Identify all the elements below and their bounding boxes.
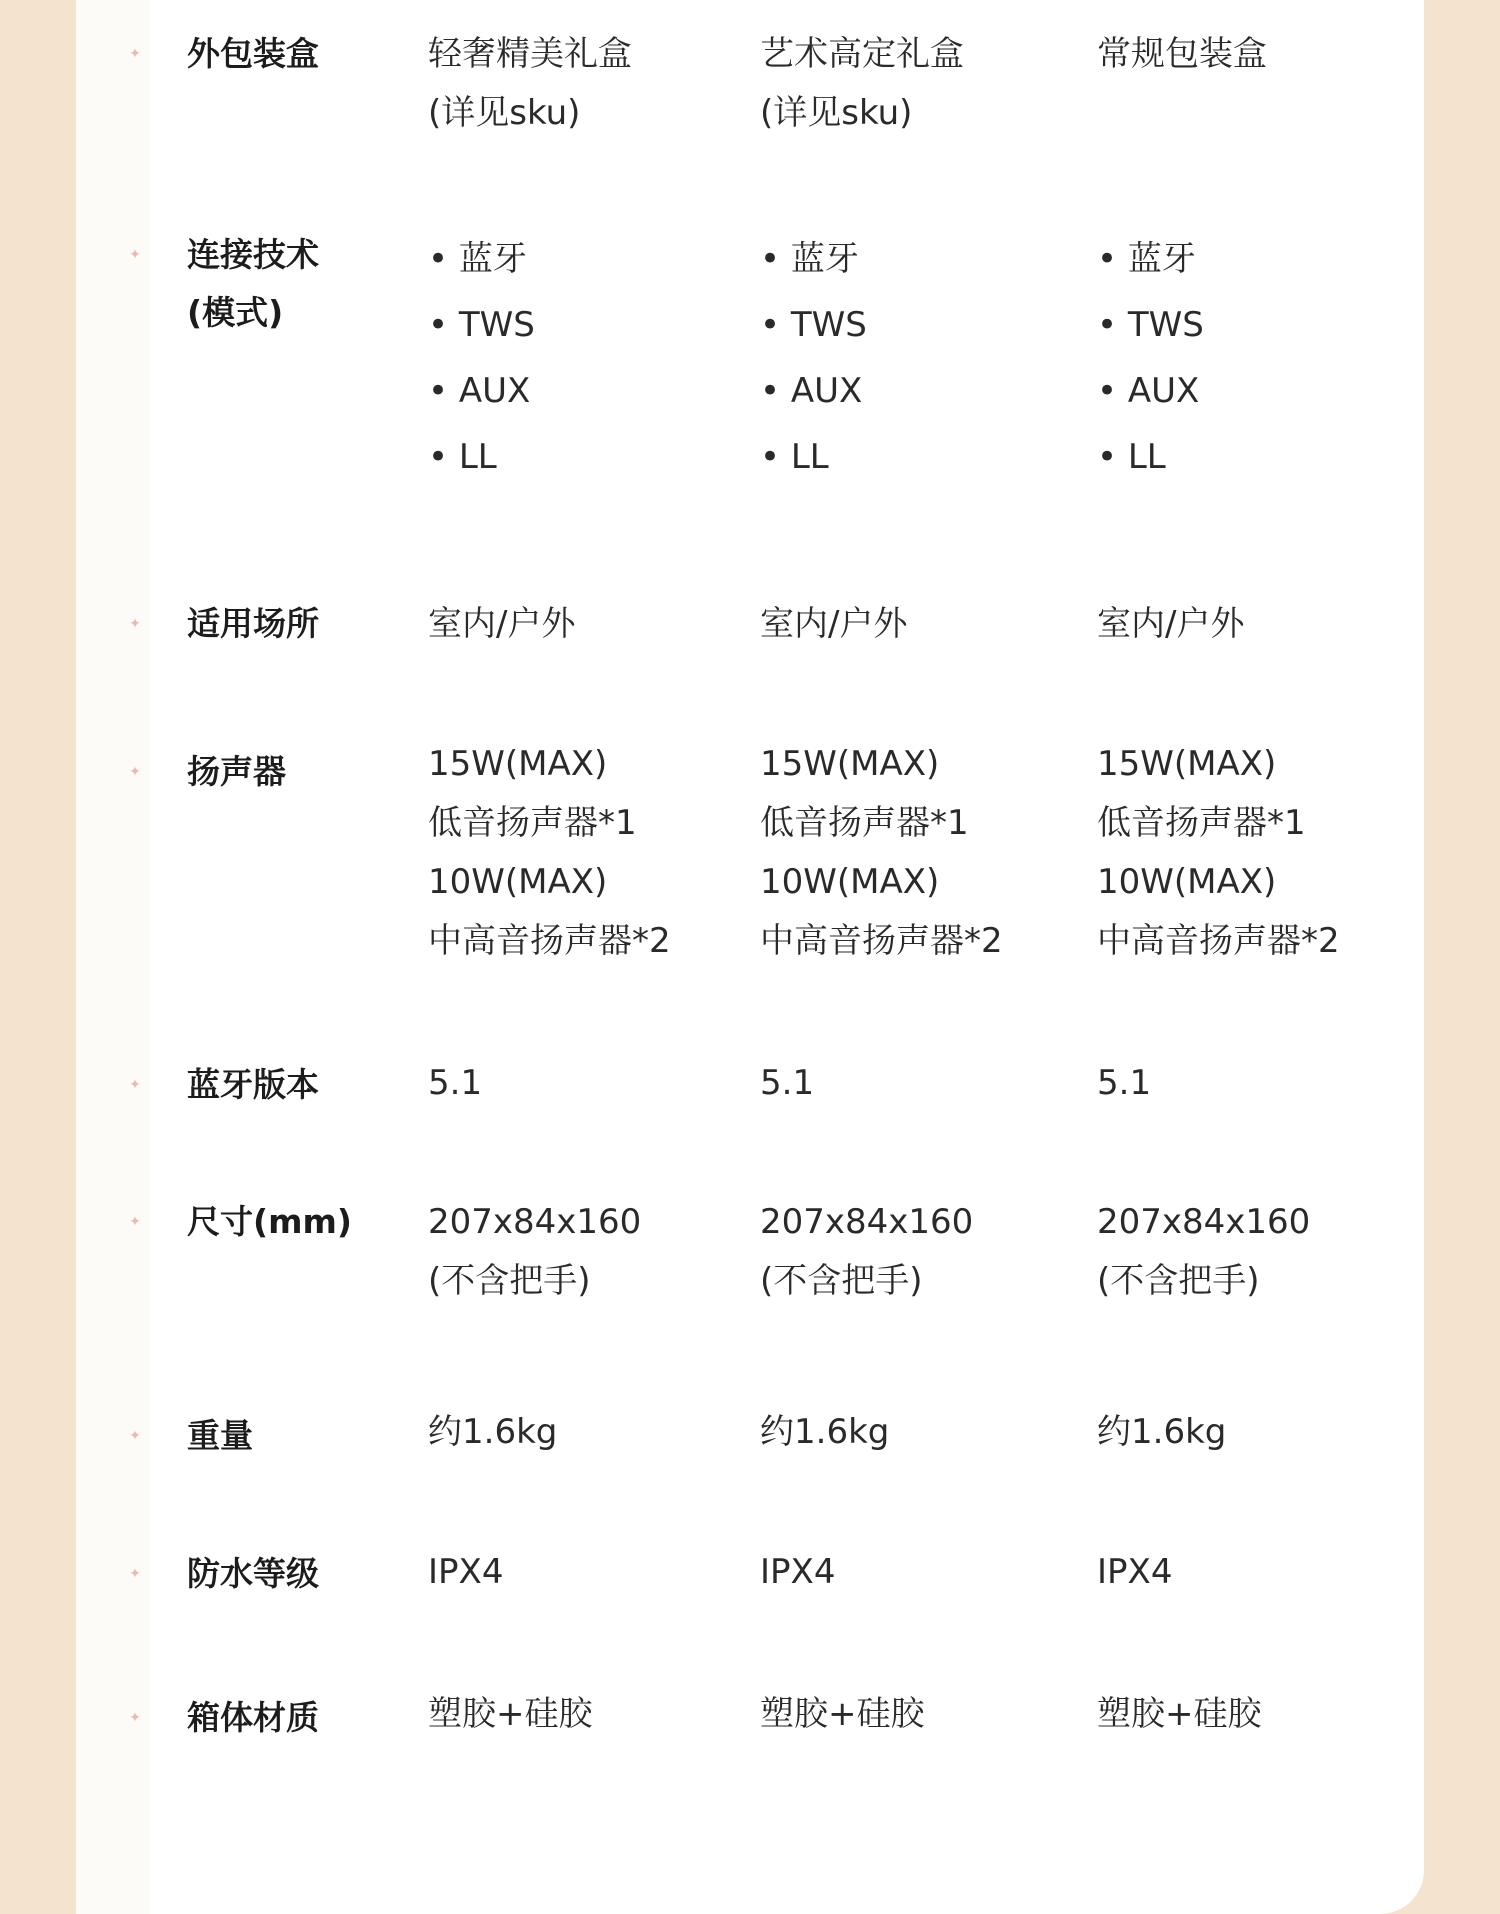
- spec-label: 适用场所: [187, 604, 319, 643]
- spec-value: 室内/户外: [760, 604, 908, 644]
- bullet-star-icon: ✦: [129, 1710, 141, 1726]
- spec-value: IPX4: [760, 1552, 836, 1592]
- spec-value: 15W(MAX) 低音扬声器*1 10W(MAX) 中高音扬声器*2: [1097, 744, 1340, 961]
- bullet-star-icon: ✦: [129, 247, 141, 263]
- spec-value: 塑胶+硅胶: [760, 1694, 925, 1734]
- spec-label: 箱体材质: [187, 1698, 319, 1737]
- spec-value: 塑胶+硅胶: [1097, 1694, 1262, 1734]
- spec-value: 5.1: [428, 1063, 483, 1103]
- spec-value: 室内/户外: [428, 604, 576, 644]
- spec-value: 207x84x160 (不含把手): [428, 1202, 642, 1301]
- spec-label: 蓝牙版本: [187, 1065, 319, 1104]
- spec-value: 约1.6kg: [760, 1412, 890, 1452]
- spec-label: 连接技术 (模式): [187, 235, 319, 332]
- spec-value: 室内/户外: [1097, 604, 1245, 644]
- spec-label: 扬声器: [187, 752, 286, 791]
- bullet-star-icon: ✦: [129, 616, 141, 632]
- spec-value: 15W(MAX) 低音扬声器*1 10W(MAX) 中高音扬声器*2: [428, 744, 671, 961]
- bullet-star-icon: ✦: [129, 1077, 141, 1093]
- spec-value: 5.1: [760, 1063, 815, 1103]
- spec-value: IPX4: [428, 1552, 504, 1592]
- spec-value: 5.1: [1097, 1063, 1152, 1103]
- spec-value: IPX4: [1097, 1552, 1173, 1592]
- spec-value-list: • 蓝牙 • TWS • AUX • LL: [760, 239, 867, 477]
- spec-value: 常规包装盒: [1097, 34, 1267, 74]
- label-column-background: [76, 0, 150, 1914]
- spec-value-list: • 蓝牙 • TWS • AUX • LL: [1097, 239, 1204, 477]
- spec-value: 207x84x160 (不含把手): [1097, 1202, 1311, 1301]
- spec-value: 约1.6kg: [428, 1412, 558, 1452]
- spec-label: 尺寸(mm): [187, 1202, 352, 1241]
- spec-value: 轻奢精美礼盒 (详见sku): [428, 34, 632, 133]
- spec-label: 防水等级: [187, 1554, 319, 1593]
- spec-label: 外包装盒: [187, 34, 319, 73]
- spec-value: 207x84x160 (不含把手): [760, 1202, 974, 1301]
- spec-label: 重量: [187, 1416, 253, 1455]
- bullet-star-icon: ✦: [129, 764, 141, 780]
- spec-value: 艺术高定礼盒 (详见sku): [760, 34, 964, 133]
- spec-value: 15W(MAX) 低音扬声器*1 10W(MAX) 中高音扬声器*2: [760, 744, 1003, 961]
- bullet-star-icon: ✦: [129, 1214, 141, 1230]
- bullet-star-icon: ✦: [129, 46, 141, 62]
- bullet-star-icon: ✦: [129, 1428, 141, 1444]
- spec-value: 约1.6kg: [1097, 1412, 1227, 1452]
- bullet-star-icon: ✦: [129, 1566, 141, 1582]
- spec-value-list: • 蓝牙 • TWS • AUX • LL: [428, 239, 535, 477]
- spec-value: 塑胶+硅胶: [428, 1694, 593, 1734]
